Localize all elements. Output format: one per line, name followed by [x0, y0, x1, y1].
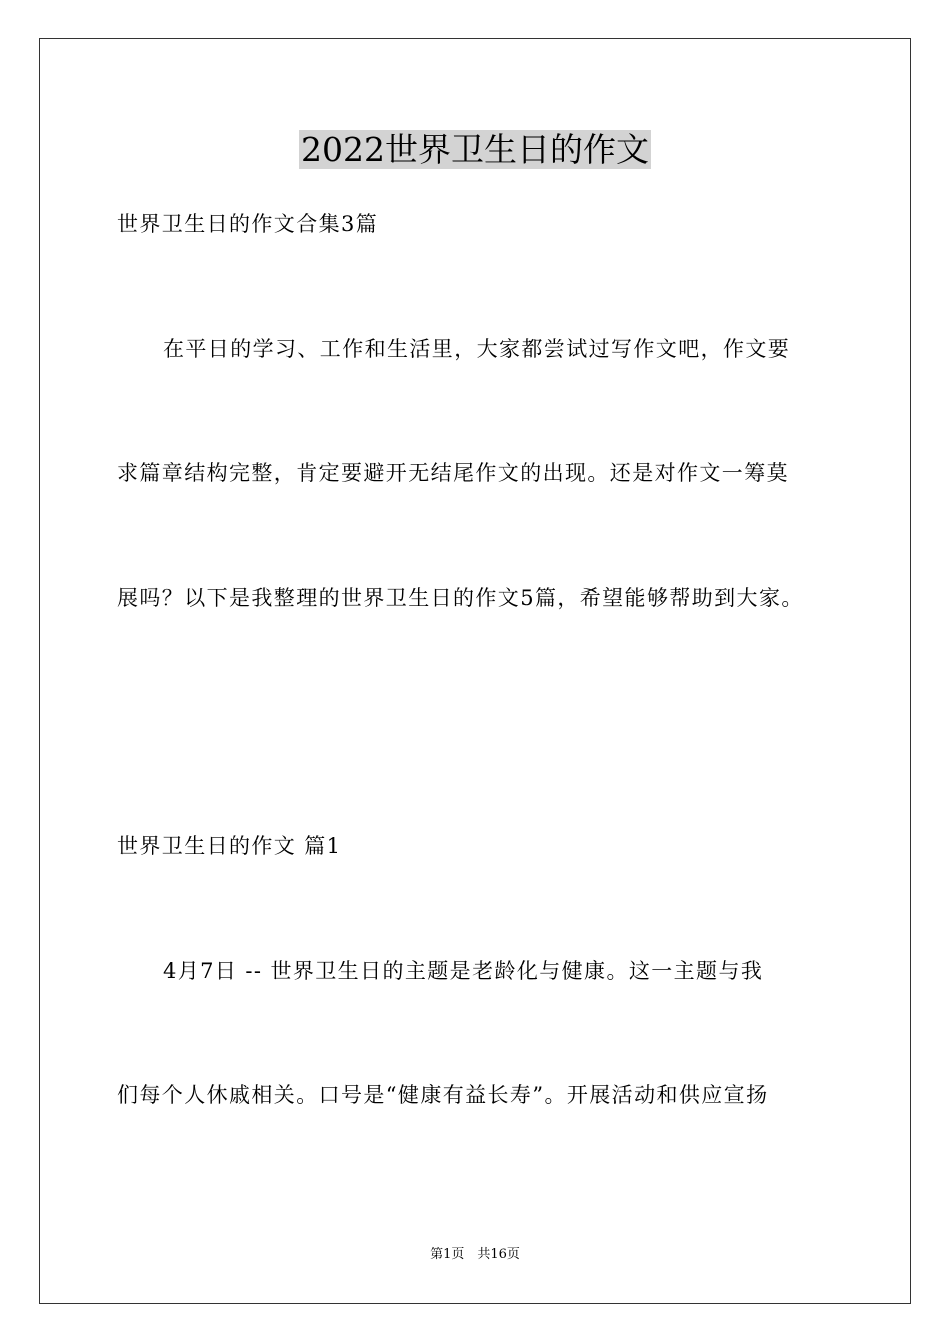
intro-line-3: 展吗？以下是我整理的世界卫生日的作文5篇，希望能够帮助到大家。: [117, 586, 804, 610]
section-line-1: 4月7日 -- 世界卫生日的主题是老龄化与健康。这一主题与我: [163, 959, 764, 983]
intro-line-1: 在平日的学习、工作和生活里，大家都尝试过写作文吧，作文要: [163, 337, 791, 361]
document-title-text: 2022世界卫生日的作文: [301, 130, 649, 169]
intro-line-2: 求篇章结构完整，肯定要避开无结尾作文的出现。还是对作文一筹莫: [117, 461, 789, 485]
section-heading: 世界卫生日的作文 篇1: [117, 834, 342, 858]
document-title: [0, 128, 950, 172]
document-subtitle: 世界卫生日的作文合集3篇: [117, 212, 379, 236]
section-line-2: 们每个人休戚相关。口号是“健康有益长寿”。开展活动和供应宣扬: [117, 1083, 769, 1107]
page-footer: 第1页 共16页: [430, 1247, 520, 1262]
